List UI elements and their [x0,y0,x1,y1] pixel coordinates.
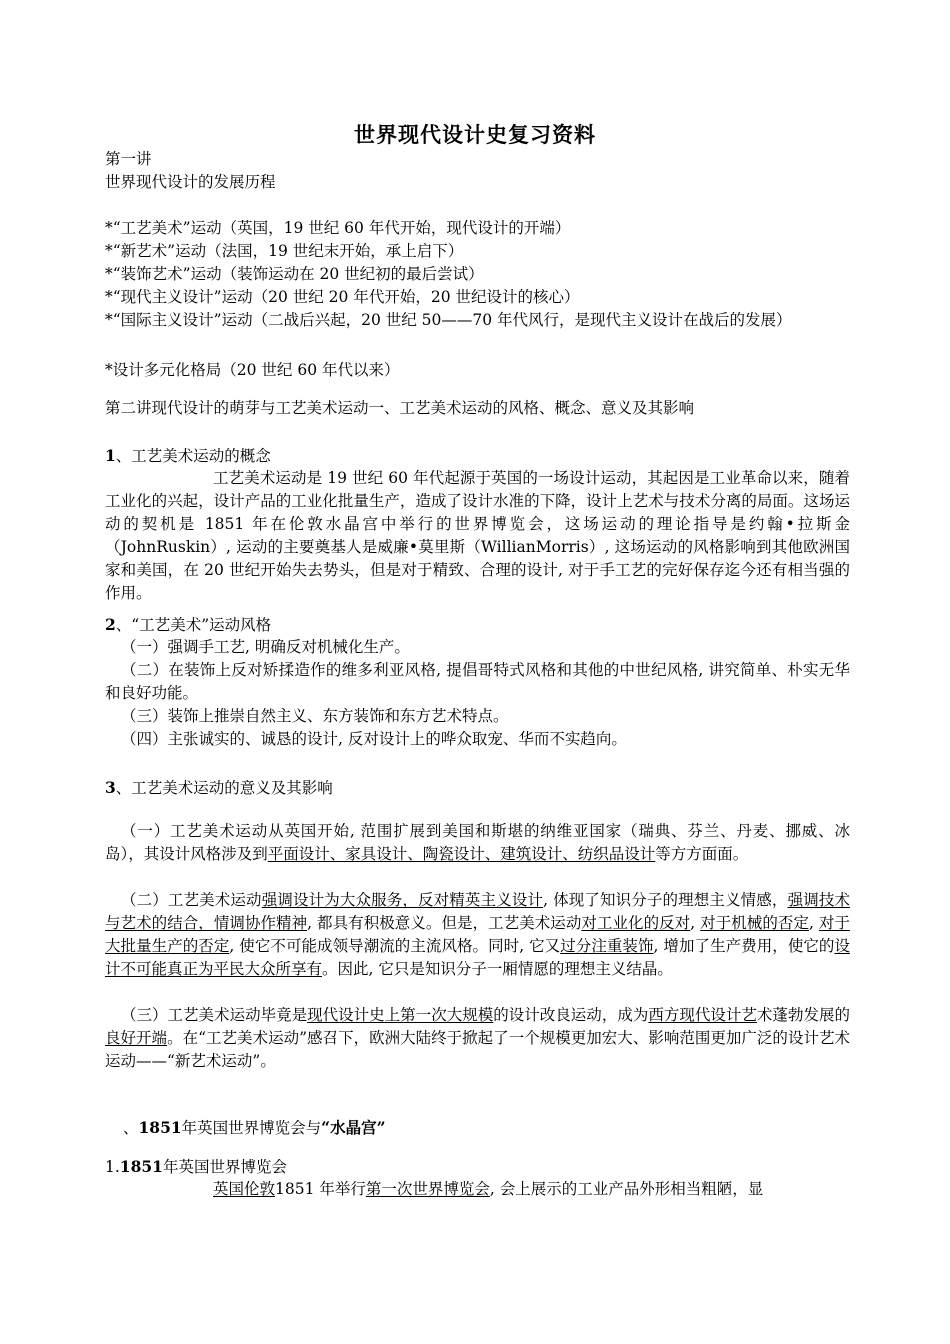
lecture1-item: *“国际主义设计”运动（二战后兴起，20 世纪 50——70 年代风行，是现代主义设计在战后的发展） [105,311,792,329]
lecture1-item: *设计多元化格局（20 世纪 60 年代以来） [105,361,400,379]
underlined-text: 良好开端 [105,1029,168,1047]
underlined-text: 设计不可能真正为平民大众所享有 [105,937,850,978]
section-title: 、工艺美术运动的意义及其影响 [115,779,333,797]
section-number: 2 [105,615,116,634]
underlined-text: 英国伦敦 [213,1180,276,1198]
text-run: 。在“工艺美术运动”感召下，欧洲大陆终于掀起了一个规模更加宏大、影响范围更加广泛的设计艺术运动——“新艺术运动”。 [105,1029,850,1070]
text-run: 1851 年举行 [275,1180,366,1198]
text-run: , 都具有积极意义。但是，工艺美术运动 [307,914,582,932]
underlined-text: 对于机械的否定 [700,914,810,932]
underlined-text: 对工业化的反对 [581,914,691,932]
underlined-text: 西方现代设计艺 [648,1006,757,1024]
section-2-heading [105,613,850,637]
text-run: （三）工艺美术运动毕竟是 [121,1006,308,1024]
style-item: （二）在装饰上反对矫揉造作的维多利亚风格, 提倡哥特式风格和其他的中世纪风格, 讲究简单、朴实无华和良好功能。 [105,661,850,702]
lecture1-item: *“现代主义设计”运动（20 世纪 20 年代开始，20 世纪设计的核心） [105,288,580,306]
significance-paragraph-2 [105,889,850,981]
section-number: 1 [105,446,116,465]
section-3-heading [105,776,850,800]
section-5-body [213,1178,853,1201]
text-run: （二）工艺美术运动 [121,891,262,909]
bold-text: 1851 [138,1118,182,1137]
lecture1-item: *“工艺美术”运动（英国，19 世纪 60 年代开始，现代设计的开端） [105,219,571,237]
text-run: 、 [123,1119,139,1137]
section-number: 3 [105,778,116,797]
lecture2-heading: 第二讲现代设计的萌芽与工艺美术运动一、工艺美术运动的风格、概念、意义及其影响 [105,399,695,417]
underlined-text: 强调设计为大众服务，反对精英主义设计 [261,891,544,909]
section-5-heading [105,1155,850,1179]
underlined-text: 现代设计史上第一次大规模 [307,1006,494,1024]
underlined-text: 平面设计、家具设计、陶瓷设计、建筑设计、纺织品设计 [267,845,656,863]
lecture1-heading: 第一讲 [105,150,152,168]
text-run: （一）工艺美术运动从英国开始, 范围扩展到美国和斯堪的纳维亚国家（瑞典、芬兰、丹麦、挪威、冰岛），其设计风格涉及到 [105,822,850,863]
text-run: , 会上展示的工业产品外形相当粗陋，显 [489,1180,764,1198]
underlined-text: 第一次世界博览会 [365,1180,490,1198]
bold-text: 1851 [119,1157,163,1176]
text-run: , 体现了知识分子的理想主义情感， [543,891,788,909]
text-run: 等方方面面。 [655,845,749,863]
document-title: 世界现代设计史复习资料 [354,123,596,147]
lecture1-subtitle: 世界现代设计的发展历程 [105,173,276,191]
style-item: （三）装饰上推崇自然主义、东方装饰和东方艺术特点。 [121,707,509,725]
section-4-heading [123,1116,868,1140]
text-run: 术蓬勃发展的 [756,1006,850,1024]
significance-paragraph-1 [105,820,850,866]
text-run: , [690,914,701,932]
text-run: 年英国世界博览会与 [181,1119,322,1137]
style-item: （一）强调手工艺, 明确反对机械化生产。 [121,638,410,656]
text-run: 。因此, 它只是知识分子一厢情愿的理想主义结晶。 [322,960,673,978]
text-run: , 使它不可能成领导潮流的主流风格。同时, 它又 [229,937,561,955]
section-1-body: 工艺美术运动是 19 世纪 60 年代起源于英国的一场设计运动，其起因是工业革命以来，随着工业化的兴起，设计产品的工业化批量生产，造成了设计水准的下降，设计上艺术与技术分离的局面。这场运动的契机是 1851 年在伦敦水晶宫中举行的世界博览会，这场运动的理论指导是约翰•拉斯金（JohnRuskin）, 运动的主要奠基人是威廉•莫里斯（WillianMorris）, 这场运动的风格影响到其他欧洲国家和美国，在 20 世纪开始失去势头，但是对于精致、合理的设计, 对于手工艺的完好保存迄今还有相当强的作用。 [105,469,850,602]
lecture1-item: *“装饰艺术”运动（装饰运动在 20 世纪初的最后尝试） [105,265,484,283]
section-title: 、工艺美术运动的概念 [115,447,271,465]
underlined-text: 强调技术与艺术的结合，情调协作精神 [105,891,850,932]
text-run: , 增加了生产费用，使它的 [653,937,835,955]
text-run: 的设计改良运动，成为 [493,1006,649,1024]
section-title: 、“工艺美术”运动风格 [115,616,272,634]
lecture1-item: *“新艺术”运动（法国，19 世纪末开始，承上启下） [105,242,464,260]
text-run: , [809,914,819,932]
text-run: 1. [105,1158,120,1176]
underlined-text: 对于大批量生产的否定 [105,914,850,955]
underlined-text: 过分注重装饰 [560,937,654,955]
style-item: （四）主张诚实的、诚恳的设计, 反对设计上的哗众取宠、华而不实趋向。 [121,730,627,748]
significance-paragraph-3 [105,1004,850,1073]
section-1-heading [105,444,850,468]
text-run: 年英国世界博览会 [162,1158,287,1176]
bold-text: “水晶宫” [321,1118,386,1137]
